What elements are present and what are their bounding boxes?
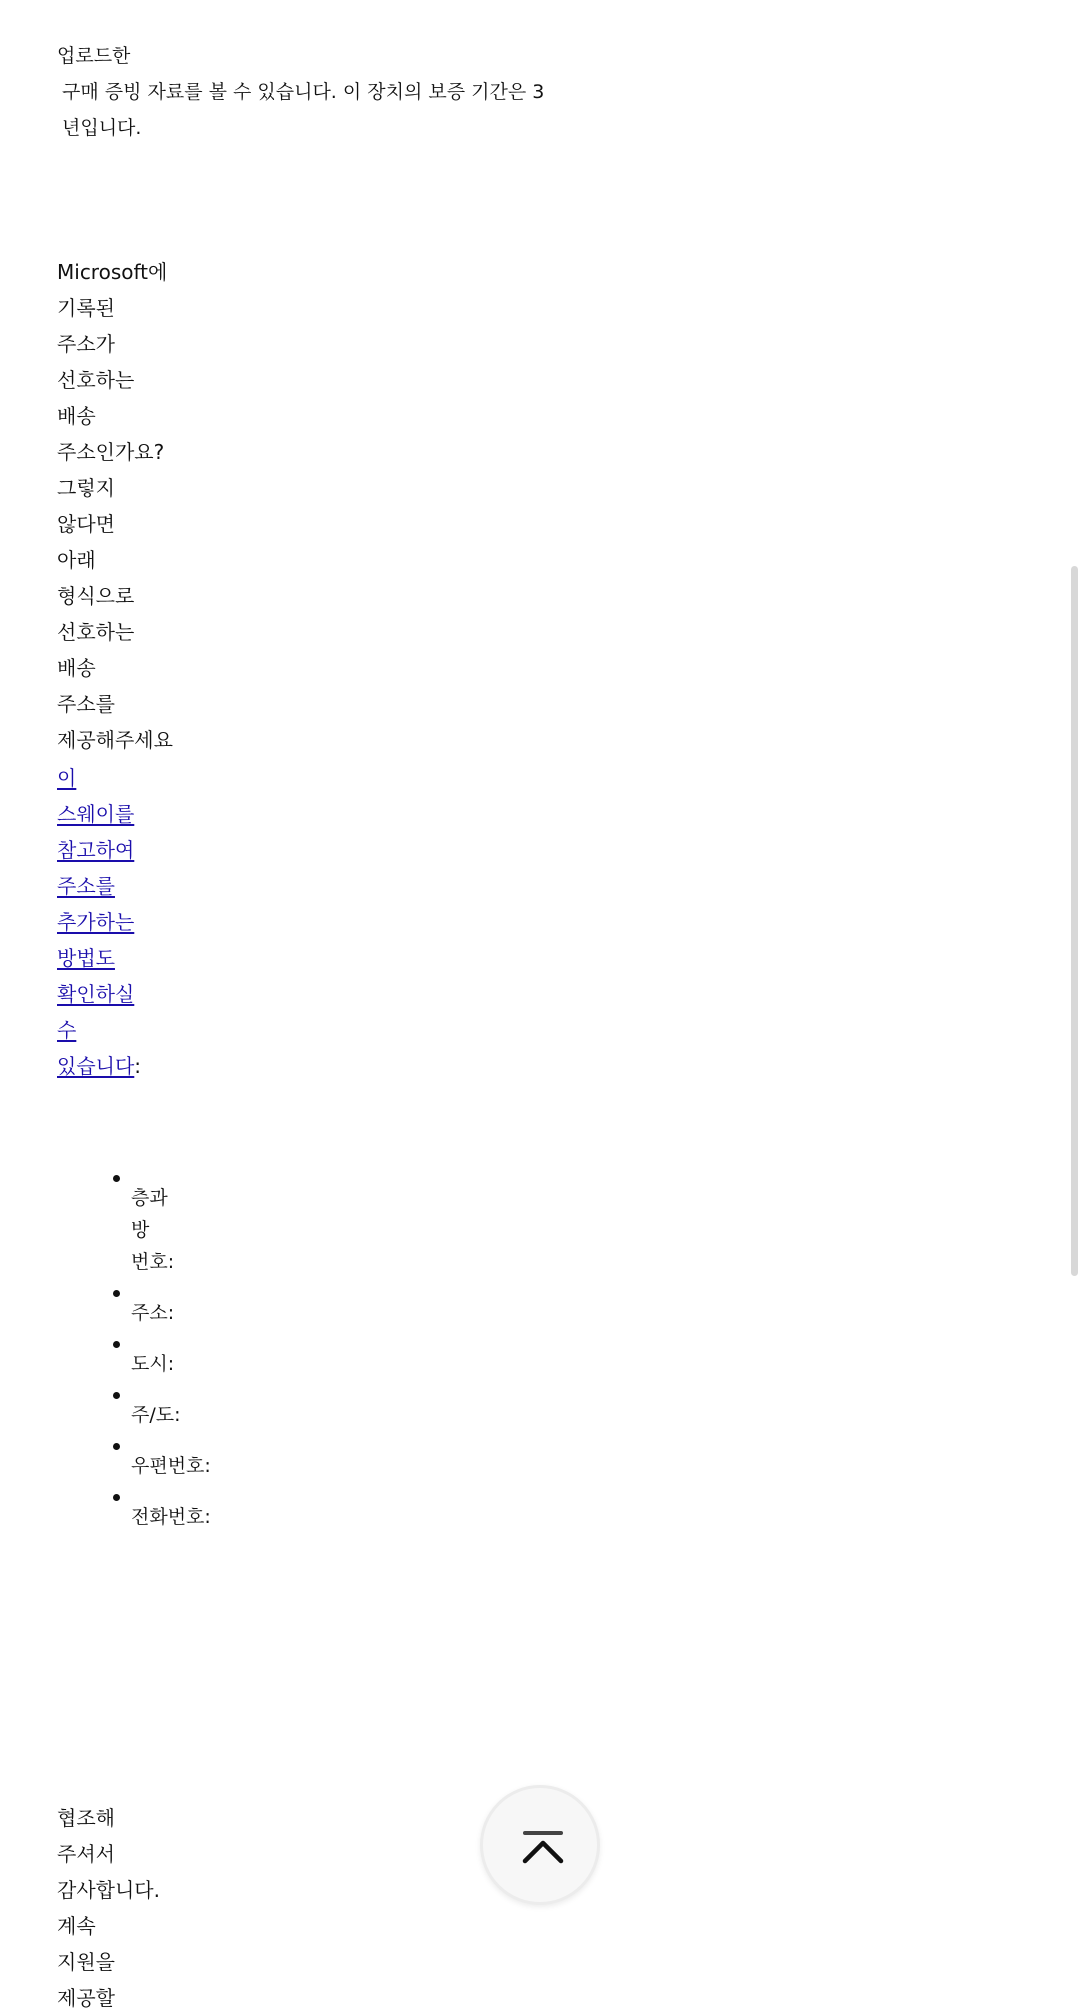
back-to-top-button[interactable] (480, 1785, 600, 1905)
field-label-word: 층과 (131, 1187, 168, 1209)
intro-line-3: 년입니다. (62, 117, 142, 139)
paragraph-word: 주소인가요? (57, 440, 165, 464)
paragraph-word: 선호하는 (57, 620, 135, 644)
paragraph-word: 주소를 (57, 692, 115, 716)
sway-help-link[interactable]: 있습니다 (57, 1054, 135, 1078)
paragraph-word: 아래 (57, 548, 96, 572)
bullet-dot-icon (113, 1494, 120, 1501)
list-item (113, 1382, 211, 1431)
list-item (113, 1433, 211, 1482)
field-label: 전화번호: (131, 1506, 211, 1528)
list-item (113, 1331, 211, 1380)
intro-line-2: 구매 증빙 자료를 볼 수 있습니다. 이 장치의 보증 기간은 3 (62, 81, 545, 103)
field-label-word: 번호: (131, 1251, 175, 1273)
sway-help-link[interactable]: 추가하는 (57, 910, 135, 934)
paragraph-word: 형식으로 (57, 584, 135, 608)
intro-line-1: 업로드한 (57, 45, 131, 67)
paragraph-word: 선호하는 (57, 368, 135, 392)
sway-help-link[interactable]: 주소를 (57, 874, 115, 898)
chevron-up-bar-icon (521, 1830, 565, 1866)
paragraph-word: 지원을 (57, 1950, 115, 1974)
paragraph-word: Microsoft에 (57, 260, 168, 284)
paragraph-word: 배송 (57, 656, 96, 680)
paragraph-word: 기록된 (57, 296, 115, 320)
sway-help-link[interactable]: 확인하실 (57, 982, 135, 1006)
sway-help-link[interactable]: 방법도 (57, 946, 115, 970)
paragraph-word: 계속 (57, 1914, 96, 1938)
paragraph-word: 제공할 (57, 1986, 115, 2010)
address-question-paragraph (57, 254, 173, 758)
list-item (113, 1484, 211, 1533)
sway-help-link[interactable]: 스웨이를 (57, 802, 135, 826)
address-fields-list (113, 1165, 211, 1535)
bullet-dot-icon (113, 1175, 120, 1182)
sway-link-paragraph (57, 760, 141, 1084)
paragraph-word: 주셔서 (57, 1842, 115, 1866)
paragraph-word: 협조해 (57, 1806, 115, 1830)
bullet-dot-icon (113, 1443, 120, 1450)
paragraph-word: 주소가 (57, 332, 115, 356)
field-label: 도시: (131, 1353, 175, 1375)
bullet-dot-icon (113, 1341, 120, 1348)
intro-paragraph (57, 38, 544, 146)
field-label: 주소: (131, 1302, 175, 1324)
field-label: 우편번호: (131, 1455, 211, 1477)
bullet-dot-icon (113, 1290, 120, 1297)
link-suffix-colon: : (134, 1054, 142, 1078)
paragraph-word: 감사합니다. (57, 1878, 160, 1902)
list-item (113, 1280, 211, 1329)
paragraph-word: 제공해주세요 (57, 728, 173, 752)
field-label: 주/도: (131, 1404, 181, 1426)
paragraph-word: 그렇지 (57, 476, 115, 500)
field-label-word: 방 (131, 1219, 150, 1241)
sway-help-link[interactable]: 수 (57, 1018, 77, 1042)
sway-help-link[interactable]: 참고하여 (57, 838, 135, 862)
bullet-dot-icon (113, 1392, 120, 1399)
paragraph-word: 않다면 (57, 512, 115, 536)
closing-paragraph (57, 1800, 160, 2016)
scrollbar-thumb[interactable] (1071, 566, 1078, 1276)
vertical-scrollbar[interactable] (1068, 0, 1080, 1960)
paragraph-word: 배송 (57, 404, 96, 428)
sway-help-link[interactable]: 이 (57, 766, 77, 790)
list-item (113, 1165, 211, 1278)
